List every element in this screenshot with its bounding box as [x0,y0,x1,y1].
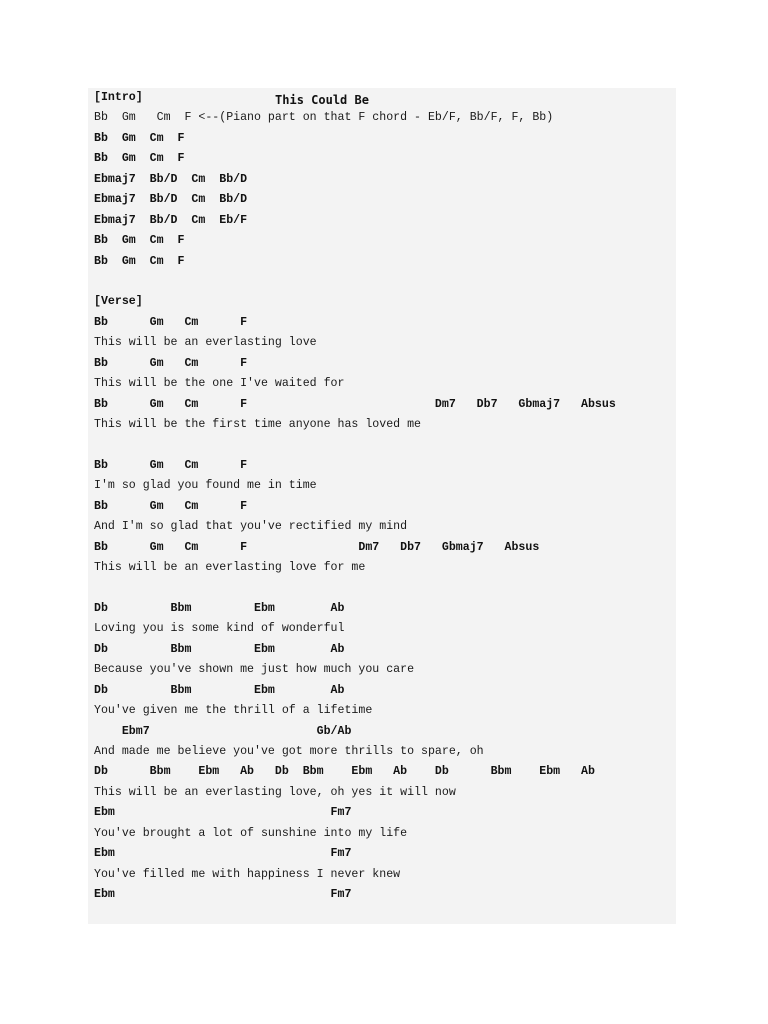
chord-line: Ebm Fm7 [94,847,352,861]
chord-line: Bb Gm Cm F Dm7 Db7 Gbmaj7 Absus [94,540,540,554]
lyric-line: You've brought a lot of sunshine into my life [94,826,408,840]
chord-line: Bb Gm Cm F [94,315,248,329]
chord-line: Bb Gm Cm F [94,131,185,145]
chord-line: Bb Gm Cm F [94,152,185,166]
lyric-line: This will be an everlasting love, oh yes it will now [94,785,456,799]
lyric-line: Bb Gm Cm F <--(Piano part on that F chord - Eb/F, Bb/F, F, Bb) [94,111,554,125]
chord-sheet-page [88,88,676,924]
blank-line [94,435,674,455]
lyric-line: This will be the first time anyone has loved me [94,418,421,431]
chord-line: Db Bbm Ebm Ab [94,683,345,697]
chord-line: Bb Gm Cm F [94,356,248,370]
lyric-line: And I'm so glad that you've rectified my mind [94,520,408,534]
chord-line: Bb Gm Cm F [94,499,248,513]
chord-line: Ebm7 Gb/Ab [94,724,352,738]
chord-line: Bb Gm Cm F [94,458,248,472]
chord-line: Db Bbm Ebm Ab Db Bbm Ebm Ab Db Bbm Ebm Ab [94,765,595,779]
chord-line: Ebmaj7 Bb/D Cm Bb/D [94,172,248,186]
lyric-line: You've filled me with happiness I never knew [94,867,401,881]
chord-line: Ebm Fm7 [94,888,352,902]
section-heading: [Verse] [94,295,143,309]
lyric-line: And made me believe you've got more thrills to spare, oh [94,745,484,758]
blank-line [94,272,674,292]
chord-line: Ebm Fm7 [94,806,352,820]
chord-line: Db Bbm Ebm Ab [94,642,345,656]
chord-line: Ebmaj7 Bb/D Cm Eb/F [94,213,248,227]
lyric-line: This will be the one I've waited for [94,377,345,391]
section-heading: [Intro] [94,91,143,104]
chord-line: Db Bbm Ebm Ab [94,601,345,615]
lyric-line: Loving you is some kind of wonderful [94,622,345,636]
chord-sheet-lines [94,88,674,906]
lyric-line: I'm so glad you found me in time [94,479,317,493]
lyric-line: Because you've shown me just how much you care [94,663,415,677]
chord-line: Bb Gm Cm F Dm7 Db7 Gbmaj7 Absus [94,397,616,411]
song-title: This Could Be [275,93,369,107]
blank-line [94,579,674,599]
chord-line: Bb Gm Cm F [94,234,185,248]
lyric-line: You've given me the thrill of a lifetime [94,704,373,718]
lyric-line: This will be an everlasting love [94,336,317,350]
chord-line: Bb Gm Cm F [94,254,185,268]
lyric-line: This will be an everlasting love for me [94,561,366,575]
chord-line: Ebmaj7 Bb/D Cm Bb/D [94,193,248,207]
